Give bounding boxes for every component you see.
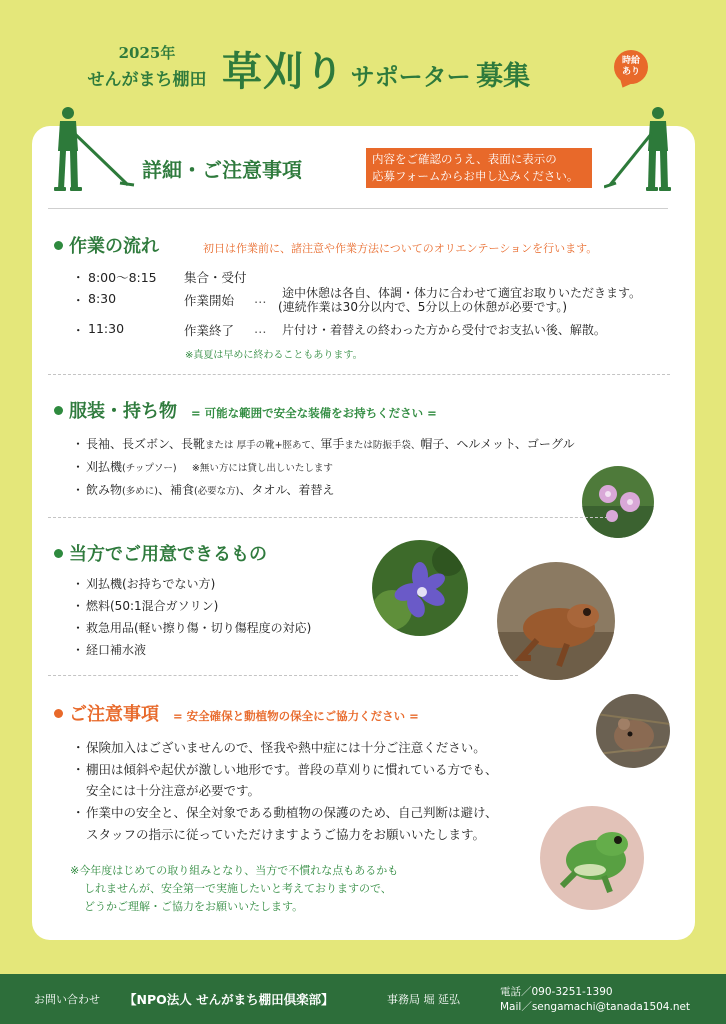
- flow-note: ※真夏は早めに終わることもあります。: [185, 350, 363, 361]
- provided-item: ・ 刈払機(お持ちでない方): [72, 577, 216, 591]
- caution-line: 安全には十分注意が必要です。: [86, 783, 261, 798]
- flow-title: 作業の流れ: [69, 236, 159, 257]
- schedule-row: ・ 8:30 作業開始 …: [72, 291, 267, 308]
- brown-frog-photo: [497, 562, 615, 680]
- bullet-dot: [54, 406, 63, 415]
- clothes-line: ・ 刈払機(チップソー) ※無い方には貸し出しいたします: [72, 460, 333, 474]
- schedule-dots: …: [254, 291, 267, 306]
- title-mid: サポーター: [350, 62, 471, 91]
- clothes-line: ・ 長袖、長ズボン、長靴または 厚手の靴+脛あて、軍手または防振手袋、帽子、ヘルメット、ゴーグル: [72, 437, 575, 451]
- divider: [48, 675, 518, 676]
- schedule-time: 11:30: [88, 321, 125, 336]
- badge-line1: 時給: [621, 56, 640, 66]
- schedule-dots: …: [254, 321, 267, 336]
- divider: [48, 374, 670, 375]
- year-block: [62, 42, 232, 90]
- clothes-line: ・ 飲み物(多めに)、補食(必要な方)、タオル、着替え: [72, 483, 335, 497]
- provided-item: ・ 燃料(50:1混合ガソリン): [72, 599, 219, 613]
- footer-org: 【NPO法人 せんがまち棚田倶楽部】: [124, 992, 334, 1007]
- schedule-note: 途中休憩は各自、体調・体力に合わせて適宜お取りいただきます。: [282, 286, 642, 300]
- green-frog-photo: [540, 806, 644, 910]
- caution-line: ・作業中の安全と、保全対象である動植物の保護のため、自己判断は避け、: [72, 805, 498, 820]
- place-text: せんがまち棚田: [87, 70, 207, 90]
- schedule-time: 8:00〜8:15: [88, 270, 157, 285]
- schedule-row: ・ 11:30 作業終了 … 片付け・着替えの終わった方から受付でお支払い後、解散。: [72, 321, 606, 338]
- schedule-action: 作業開始: [184, 293, 235, 308]
- mower-person-left-icon: [44, 103, 136, 195]
- schedule-time: 8:30: [88, 291, 117, 306]
- divider: [48, 208, 668, 209]
- provided-item: ・ 救急用品(軽い擦り傷・切り傷程度の対応): [72, 621, 312, 635]
- main-title: [222, 40, 530, 97]
- provided-item: ・ 経口補水液: [72, 643, 147, 657]
- detail-note-line1: 内容をご確認のうえ、表面に表示の: [372, 152, 557, 166]
- footer-office: 事務局 堀 延弘: [387, 993, 460, 1006]
- caution-note-line: ※今年度はじめての取り組みとなり、当方で不慣れな点もあるかも: [70, 864, 399, 877]
- clothes-sub: = 可能な範囲で安全な装備をお持ちください =: [191, 406, 437, 420]
- schedule-note: 片付け・着替えの終わった方から受付でお支払い後、解散。: [282, 323, 606, 337]
- detail-note: [366, 148, 592, 188]
- caution-note: [70, 862, 398, 916]
- caution-heading: [54, 700, 419, 726]
- year-text: 2025年: [118, 44, 176, 62]
- footer-contact: お問い合わせ: [34, 993, 100, 1006]
- pink-flower-photo: [582, 466, 654, 538]
- caution-note-line: どうかご理解・ご協力をお願いいたします。: [84, 900, 304, 913]
- bullet-dot: [54, 709, 63, 718]
- caution-sub: = 安全確保と動植物の保全にご協力ください =: [173, 709, 419, 723]
- title-main: 草刈り: [222, 48, 345, 95]
- mouse-photo: [596, 694, 670, 768]
- detail-title: 詳細・ご注意事項: [142, 158, 302, 182]
- caution-line: ・棚田は傾斜や起伏が激しい地形です。普段の草刈りに慣れている方でも、: [72, 762, 498, 777]
- provided-title: 当方でご用意できるもの: [69, 544, 267, 565]
- title-end: 募集: [476, 61, 531, 92]
- flow-heading: [54, 232, 597, 258]
- divider: [48, 517, 608, 518]
- schedule-action: 集合・受付: [184, 270, 247, 285]
- schedule-action: 作業終了: [184, 323, 235, 338]
- mower-person-right-icon: [604, 103, 684, 195]
- bullet-dot: [54, 241, 63, 250]
- clothes-title: 服装・持ち物: [69, 401, 177, 422]
- bellflower-photo: [372, 540, 468, 636]
- caution-note-line: しれませんが、安全第一で実施したいと考えておりますので、: [84, 882, 392, 895]
- schedule-note: (連続作業は30分以内で、5分以上の休憩が必要です。): [278, 300, 568, 314]
- detail-note-line2: 応募フォームからお申し込みください。: [372, 169, 579, 183]
- badge-line2: あり: [621, 67, 640, 77]
- footer-mail[interactable]: Mail／sengamachi@tanada1504.net: [500, 1001, 691, 1013]
- wage-badge: [614, 50, 648, 84]
- caution-line: スタッフの指示に従っていただけますようご協力をお願いいたします。: [86, 827, 486, 842]
- clothes-heading: [54, 397, 437, 423]
- footer: [0, 974, 726, 1024]
- flow-intro: 初日は作業前に、諸注意や作業方法についてのオリエンテーションを行います。: [203, 242, 598, 255]
- bullet-dot: [54, 549, 63, 558]
- provided-heading: [54, 540, 267, 566]
- caution-title: ご注意事項: [69, 704, 159, 725]
- footer-tel: 電話／090-3251-1390: [500, 986, 613, 998]
- schedule-row: ・ 8:00〜8:15 集合・受付: [72, 270, 247, 285]
- caution-line: ・保険加入はございませんので、怪我や熱中症には十分ご注意ください。: [72, 740, 486, 755]
